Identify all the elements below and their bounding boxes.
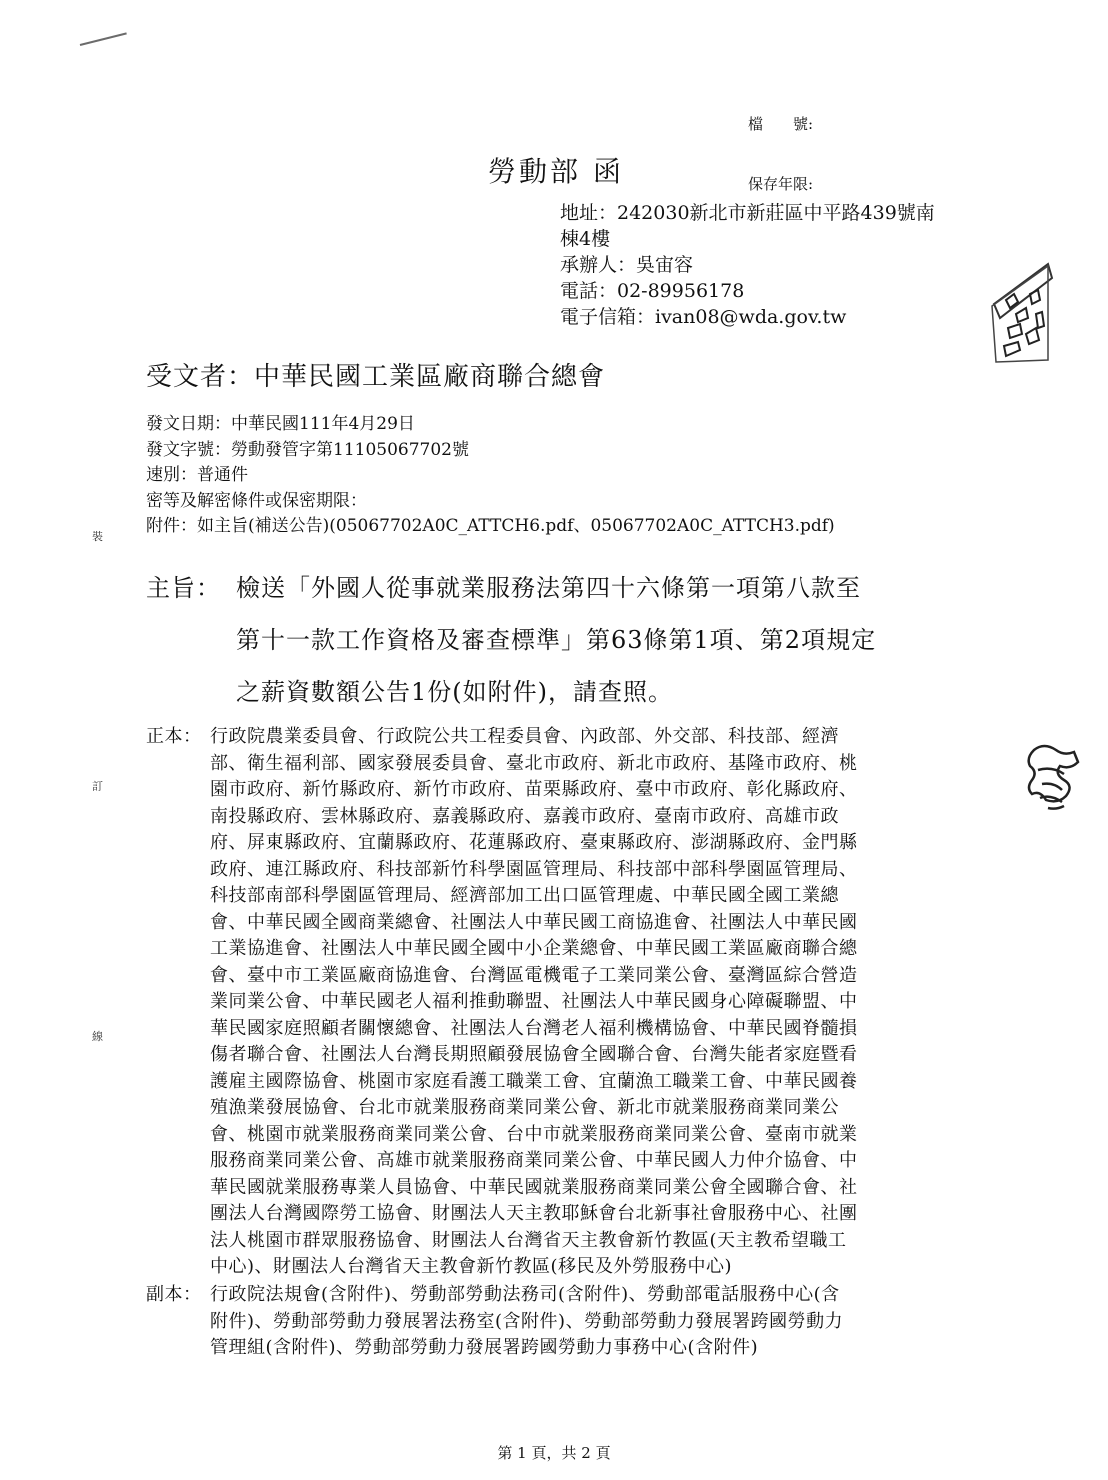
attachments: 附件：如主旨(補送公告)(05067702A0C_ATTCH6.pdf、05067702A0C_ATTCH3.pdf) (146, 516, 835, 536)
document-title (0, 150, 1108, 190)
recipient: 受文者：中華民國工業區廠商聯合總會 (146, 362, 606, 392)
original-copy-line: 華民國就業服務專業人員協會、中華民國就業服務商業同業公會全國聯合會、社 (210, 1176, 858, 1198)
email-address: 電子信箱：ivan08@wda.gov.tw (560, 306, 847, 328)
binding-mark-top: 裝 (92, 530, 103, 543)
document-metadata (146, 412, 835, 540)
original-copy-line: 會、臺中市工業區廠商協進會、台灣區電機電子工業同業公會、臺灣區綜合營造 (210, 964, 858, 986)
original-copy-line: 業同業公會、中華民國老人福利推動聯盟、社團法人中華民國身心障礙聯盟、中 (210, 991, 858, 1012)
duplicate-copy-section (146, 1282, 966, 1362)
retention-period-label: 保存年限: (748, 175, 814, 193)
original-copy-line: 行政院農業委員會、行政院公共工程委員會、內政部、外交部、科技部、經濟 (210, 726, 839, 747)
original-copy-line: 南投縣政府、雲林縣政府、嘉義縣政府、嘉義市政府、臺南市政府、高雄市政 (210, 805, 839, 827)
original-copy-line: 府、屏東縣政府、宜蘭縣政府、花蓮縣政府、臺東縣政府、澎湖縣政府、金門縣 (210, 832, 858, 853)
subject-line-3: 之薪資數額公告1份(如附件)，請查照。 (236, 678, 673, 706)
subject-line-1: 檢送「外國人從事就業服務法第四十六條第一項第八款至 (236, 574, 861, 602)
original-copy-line: 傷者聯合會、社團法人台灣長期照顧發展協會全國聯合會、台灣失能者家庭暨看 (210, 1044, 858, 1065)
duplicate-copy-label: 副本： (146, 1284, 202, 1305)
duplicate-copy-line: 管理組(含附件)、勞動部勞動力發展署跨國勞動力事務中心(含附件) (210, 1337, 759, 1358)
page-number: 第 1 頁，共 2 頁 (497, 1444, 611, 1462)
file-info (748, 74, 813, 214)
original-copy-line: 科技部南部科學園區管理局、經濟部加工出口區管理處、中華民國全國工業總 (210, 885, 839, 906)
issue-date: 發文日期：中華民國111年4月29日 (146, 414, 415, 434)
duplicate-copy-line: 行政院法規會(含附件)、勞動部勞動法務司(含附件)、勞動部電話服務中心(含 (210, 1284, 840, 1305)
original-copy-line: 法人桃園市群眾服務協會、財團法人台灣省天主教會新竹教區(天主教希望職工 (210, 1229, 847, 1251)
subject-line-2: 第十一款工作資格及審查標準」第63條第1項、第2項規定 (236, 626, 877, 654)
binding-mark-middle: 訂 (92, 780, 103, 793)
original-copy-line: 會、中華民國全國商業總會、社團法人中華民國工商協進會、社團法人中華民國 (210, 911, 858, 933)
secrecy-level: 密等及解密條件或保密期限： (146, 490, 367, 511)
original-copy-line: 工業協進會、社團法人中華民國全國中小企業總會、中華民國工業區廠商聯合總 (210, 938, 858, 959)
original-copy-line: 中心)、財團法人台灣省天主教會新竹教區(移民及外勞服務中心) (210, 1256, 733, 1277)
handwritten-mark-stamp (1024, 740, 1084, 822)
original-copy-line: 殖漁業發展協會、台北市就業服務商業同業公會、新北市就業服務商業同業公 (210, 1097, 839, 1118)
document-number: 發文字號：勞動發管字第11105067702號 (146, 439, 469, 460)
contact-person: 承辦人：吳宙容 (560, 254, 694, 276)
original-copy-line: 部、衛生福利部、國家發展委員會、臺北市政府、新北市政府、基隆市政府、桃 (210, 752, 858, 774)
file-number-label: 檔 號: (748, 115, 814, 133)
original-copy-line: 服務商業同業公會、高雄市就業服務商業同業公會、中華民國人力仲介協會、中 (210, 1150, 858, 1171)
original-copy-line: 園市政府、新竹縣政府、新竹市政府、苗栗縣政府、臺中市政府、彰化縣政府、 (210, 779, 858, 800)
address-line-2: 棟4樓 (560, 228, 611, 250)
phone-number: 電話：02-89956178 (560, 280, 745, 302)
original-copy-line: 護雇主國際協會、桃園市家庭看護工職業工會、宜蘭漁工職業工會、中華民國養 (210, 1070, 858, 1092)
delivery-speed: 速別：普通件 (146, 465, 248, 485)
duplicate-copy-line: 附件)、勞動部勞動力發展署法務室(含附件)、勞動部勞動力發展署跨國勞動力 (210, 1310, 844, 1332)
electronic-seal-stamp (986, 254, 1056, 366)
original-copy-line: 團法人台灣國際勞工協會、財團法人天主教耶穌會台北新事社會服務中心、社團 (210, 1203, 858, 1224)
address-line-1: 地址：242030新北市新莊區中平路439號南 (560, 202, 935, 224)
original-copy-label: 正本： (146, 726, 202, 747)
subject-label: 主旨： (146, 574, 221, 602)
original-copy-section (146, 724, 966, 1281)
binding-mark-bottom: 線 (92, 1030, 103, 1043)
original-copy-line: 華民國家庭照顧者關懷總會、社團法人台灣老人福利機構協會、中華民國脊髓損 (210, 1017, 858, 1039)
document-title-text: 勞動部 函 (488, 155, 624, 188)
original-copy-line: 政府、連江縣政府、科技部新竹科學園區管理局、科技部中部科學園區管理局、 (210, 858, 858, 880)
original-copy-line: 會、桃園市就業服務商業同業公會、台中市就業服務商業同業公會、臺南市就業 (210, 1123, 858, 1145)
pen-stroke-mark (80, 32, 127, 46)
subject-section (146, 562, 966, 718)
sender-info (560, 200, 960, 330)
